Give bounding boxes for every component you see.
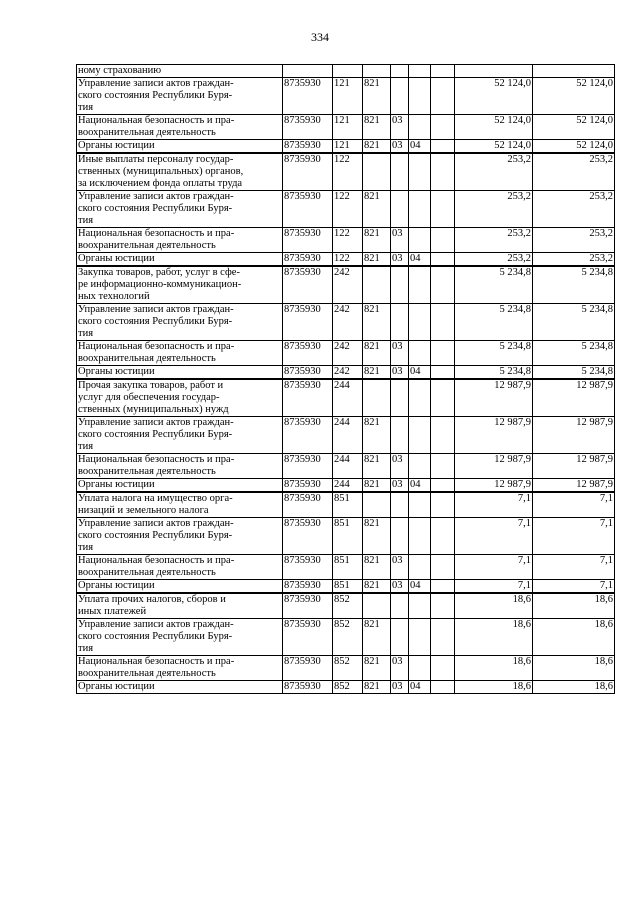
- cell-amt1: 18,6: [455, 593, 533, 619]
- table-row: [77, 341, 615, 366]
- cell-gr: 821: [363, 454, 391, 479]
- cell-amt1: 7,1: [455, 555, 533, 580]
- cell-tsr: 8735930: [283, 153, 333, 191]
- cell-blank: [431, 78, 455, 115]
- cell-pr: [409, 228, 431, 253]
- cell-blank: [431, 140, 455, 154]
- cell-pr: [409, 266, 431, 304]
- cell-name: Закупка товаров, работ, услуг в сфе- ре информационно-коммуникацион- ных технологий: [77, 266, 283, 304]
- cell-gr: [363, 379, 391, 417]
- page-number: 334: [311, 30, 329, 44]
- table-row: [77, 115, 615, 140]
- cell-vr: 244: [333, 417, 363, 454]
- cell-amt2: 5 234,8: [533, 266, 615, 304]
- cell-name: Органы юстиции: [77, 681, 283, 694]
- cell-tsr: 8735930: [283, 619, 333, 656]
- cell-gr: 821: [363, 341, 391, 366]
- cell-amt1: 12 987,9: [455, 479, 533, 493]
- cell-gr: [363, 492, 391, 518]
- cell-vr: 244: [333, 379, 363, 417]
- cell-tsr: 8735930: [283, 479, 333, 493]
- cell-rz: 03: [391, 253, 409, 267]
- cell-pr: [409, 65, 431, 78]
- cell-amt2: 12 987,9: [533, 479, 615, 493]
- table-row: [77, 366, 615, 380]
- cell-vr: 121: [333, 115, 363, 140]
- table-row: [77, 65, 615, 78]
- cell-blank: [431, 555, 455, 580]
- table-row: [77, 266, 615, 304]
- cell-blank: [431, 681, 455, 694]
- cell-rz: 03: [391, 228, 409, 253]
- cell-rz: 03: [391, 555, 409, 580]
- table-row: [77, 140, 615, 154]
- cell-vr: 244: [333, 479, 363, 493]
- cell-amt2: 253,2: [533, 153, 615, 191]
- cell-gr: 821: [363, 115, 391, 140]
- table-row: [77, 580, 615, 594]
- cell-amt2: 253,2: [533, 191, 615, 228]
- cell-gr: 821: [363, 366, 391, 380]
- cell-pr: 04: [409, 140, 431, 154]
- cell-pr: [409, 593, 431, 619]
- table-row: [77, 656, 615, 681]
- cell-amt2: 52 124,0: [533, 115, 615, 140]
- cell-vr: 851: [333, 555, 363, 580]
- cell-amt1: 253,2: [455, 191, 533, 228]
- cell-amt2: 5 234,8: [533, 366, 615, 380]
- cell-tsr: 8735930: [283, 253, 333, 267]
- cell-amt1: 12 987,9: [455, 379, 533, 417]
- cell-rz: 03: [391, 454, 409, 479]
- table-row: [77, 304, 615, 341]
- table-row: [77, 417, 615, 454]
- cell-pr: [409, 656, 431, 681]
- budget-table: [76, 64, 615, 694]
- cell-rz: 03: [391, 479, 409, 493]
- table-row: [77, 78, 615, 115]
- cell-amt2: 253,2: [533, 253, 615, 267]
- cell-vr: 244: [333, 454, 363, 479]
- cell-rz: [391, 304, 409, 341]
- cell-tsr: 8735930: [283, 304, 333, 341]
- cell-gr: 821: [363, 191, 391, 228]
- cell-rz: [391, 65, 409, 78]
- cell-blank: [431, 228, 455, 253]
- cell-gr: 821: [363, 656, 391, 681]
- cell-pr: [409, 304, 431, 341]
- cell-gr: 821: [363, 619, 391, 656]
- cell-amt2: 5 234,8: [533, 304, 615, 341]
- cell-gr: 821: [363, 681, 391, 694]
- cell-name: Органы юстиции: [77, 140, 283, 154]
- cell-amt1: 52 124,0: [455, 78, 533, 115]
- cell-vr: 122: [333, 253, 363, 267]
- cell-amt1: 7,1: [455, 518, 533, 555]
- cell-blank: [431, 479, 455, 493]
- cell-rz: [391, 619, 409, 656]
- cell-rz: [391, 78, 409, 115]
- cell-amt2: 18,6: [533, 593, 615, 619]
- cell-amt1: 253,2: [455, 253, 533, 267]
- cell-rz: [391, 379, 409, 417]
- cell-name: Управление записи актов граждан- ского состояния Республики Буря- тия: [77, 518, 283, 555]
- cell-name: Управление записи актов граждан- ского состояния Республики Буря- тия: [77, 417, 283, 454]
- table-row: [77, 479, 615, 493]
- cell-blank: [431, 417, 455, 454]
- cell-pr: [409, 492, 431, 518]
- cell-blank: [431, 266, 455, 304]
- cell-blank: [431, 191, 455, 228]
- cell-pr: [409, 191, 431, 228]
- cell-name: Органы юстиции: [77, 580, 283, 594]
- cell-gr: 821: [363, 304, 391, 341]
- cell-blank: [431, 253, 455, 267]
- cell-amt1: 52 124,0: [455, 140, 533, 154]
- cell-pr: [409, 417, 431, 454]
- cell-tsr: 8735930: [283, 417, 333, 454]
- cell-gr: 821: [363, 78, 391, 115]
- cell-amt2: 12 987,9: [533, 417, 615, 454]
- table-row: [77, 379, 615, 417]
- cell-amt2: 7,1: [533, 555, 615, 580]
- table-row: [77, 555, 615, 580]
- table-row: [77, 153, 615, 191]
- cell-pr: 04: [409, 580, 431, 594]
- cell-vr: 122: [333, 191, 363, 228]
- cell-pr: [409, 78, 431, 115]
- cell-tsr: [283, 65, 333, 78]
- cell-tsr: 8735930: [283, 366, 333, 380]
- cell-amt1: 18,6: [455, 656, 533, 681]
- cell-gr: [363, 593, 391, 619]
- cell-gr: 821: [363, 518, 391, 555]
- table-row: [77, 228, 615, 253]
- cell-vr: 242: [333, 266, 363, 304]
- cell-blank: [431, 492, 455, 518]
- cell-vr: 851: [333, 580, 363, 594]
- cell-amt1: 7,1: [455, 492, 533, 518]
- cell-amt2: 52 124,0: [533, 140, 615, 154]
- cell-tsr: 8735930: [283, 454, 333, 479]
- cell-gr: [363, 65, 391, 78]
- cell-blank: [431, 580, 455, 594]
- cell-blank: [431, 518, 455, 555]
- cell-gr: [363, 266, 391, 304]
- cell-name: Органы юстиции: [77, 479, 283, 493]
- cell-name: ному страхованию: [77, 65, 283, 78]
- cell-name: Органы юстиции: [77, 253, 283, 267]
- cell-name: Прочая закупка товаров, работ и услуг для обеспечения государ- ственных (муниципальных) нужд: [77, 379, 283, 417]
- cell-name: Управление записи актов граждан- ского состояния Республики Буря- тия: [77, 304, 283, 341]
- cell-rz: [391, 492, 409, 518]
- cell-pr: [409, 153, 431, 191]
- cell-amt1: [455, 65, 533, 78]
- cell-amt1: 253,2: [455, 228, 533, 253]
- cell-name: Национальная безопасность и пра- воохранительная деятельность: [77, 115, 283, 140]
- cell-name: Управление записи актов граждан- ского состояния Республики Буря- тия: [77, 619, 283, 656]
- table-body: [77, 65, 615, 694]
- table-row: [77, 593, 615, 619]
- cell-amt2: 18,6: [533, 619, 615, 656]
- cell-rz: 03: [391, 140, 409, 154]
- table-row: [77, 454, 615, 479]
- cell-vr: [333, 65, 363, 78]
- cell-gr: 821: [363, 140, 391, 154]
- cell-amt1: 253,2: [455, 153, 533, 191]
- cell-vr: 242: [333, 341, 363, 366]
- cell-tsr: 8735930: [283, 191, 333, 228]
- cell-amt2: 7,1: [533, 492, 615, 518]
- cell-vr: 121: [333, 140, 363, 154]
- cell-gr: 821: [363, 417, 391, 454]
- cell-amt2: 52 124,0: [533, 78, 615, 115]
- cell-blank: [431, 379, 455, 417]
- cell-name: Органы юстиции: [77, 366, 283, 380]
- cell-amt1: 18,6: [455, 619, 533, 656]
- cell-pr: 04: [409, 366, 431, 380]
- cell-tsr: 8735930: [283, 555, 333, 580]
- cell-rz: [391, 266, 409, 304]
- cell-gr: 821: [363, 580, 391, 594]
- cell-blank: [431, 304, 455, 341]
- cell-amt2: 12 987,9: [533, 454, 615, 479]
- cell-amt2: 5 234,8: [533, 341, 615, 366]
- cell-rz: [391, 518, 409, 555]
- cell-amt1: 12 987,9: [455, 454, 533, 479]
- cell-pr: 04: [409, 253, 431, 267]
- cell-tsr: 8735930: [283, 341, 333, 366]
- cell-name: Уплата налога на имущество орга- низаций и земельного налога: [77, 492, 283, 518]
- cell-gr: 821: [363, 479, 391, 493]
- cell-rz: 03: [391, 115, 409, 140]
- cell-tsr: 8735930: [283, 140, 333, 154]
- cell-pr: 04: [409, 681, 431, 694]
- cell-pr: [409, 518, 431, 555]
- cell-blank: [431, 454, 455, 479]
- cell-name: Иные выплаты персоналу государ- ственных (муниципальных) органов, за исключением фонда оплаты труда: [77, 153, 283, 191]
- cell-rz: 03: [391, 580, 409, 594]
- cell-rz: [391, 593, 409, 619]
- table-row: [77, 191, 615, 228]
- cell-rz: 03: [391, 341, 409, 366]
- cell-vr: 122: [333, 228, 363, 253]
- table-row: [77, 681, 615, 694]
- cell-amt2: 12 987,9: [533, 379, 615, 417]
- cell-blank: [431, 593, 455, 619]
- cell-amt1: 5 234,8: [455, 304, 533, 341]
- cell-blank: [431, 341, 455, 366]
- cell-blank: [431, 153, 455, 191]
- cell-blank: [431, 115, 455, 140]
- cell-tsr: 8735930: [283, 379, 333, 417]
- cell-tsr: 8735930: [283, 115, 333, 140]
- cell-pr: [409, 341, 431, 366]
- table-row: [77, 492, 615, 518]
- cell-amt1: 5 234,8: [455, 341, 533, 366]
- cell-pr: [409, 115, 431, 140]
- cell-amt2: 253,2: [533, 228, 615, 253]
- cell-vr: 851: [333, 518, 363, 555]
- cell-tsr: 8735930: [283, 593, 333, 619]
- cell-amt1: 18,6: [455, 681, 533, 694]
- cell-name: Национальная безопасность и пра- воохранительная деятельность: [77, 341, 283, 366]
- cell-amt1: 7,1: [455, 580, 533, 594]
- cell-rz: [391, 153, 409, 191]
- cell-rz: 03: [391, 366, 409, 380]
- cell-name: Национальная безопасность и пра- воохранительная деятельность: [77, 656, 283, 681]
- cell-name: Уплата прочих налогов, сборов и иных платежей: [77, 593, 283, 619]
- cell-pr: [409, 454, 431, 479]
- cell-tsr: 8735930: [283, 681, 333, 694]
- cell-amt2: 7,1: [533, 518, 615, 555]
- cell-tsr: 8735930: [283, 78, 333, 115]
- table-row: [77, 619, 615, 656]
- cell-gr: 821: [363, 555, 391, 580]
- cell-name: Национальная безопасность и пра- воохранительная деятельность: [77, 555, 283, 580]
- cell-tsr: 8735930: [283, 518, 333, 555]
- cell-amt2: 7,1: [533, 580, 615, 594]
- cell-tsr: 8735930: [283, 228, 333, 253]
- cell-tsr: 8735930: [283, 656, 333, 681]
- cell-amt2: [533, 65, 615, 78]
- cell-vr: 122: [333, 153, 363, 191]
- cell-name: Национальная безопасность и пра- воохранительная деятельность: [77, 228, 283, 253]
- cell-blank: [431, 656, 455, 681]
- cell-gr: 821: [363, 253, 391, 267]
- cell-name: Управление записи актов граждан- ского состояния Республики Буря- тия: [77, 191, 283, 228]
- cell-rz: 03: [391, 656, 409, 681]
- cell-vr: 242: [333, 366, 363, 380]
- cell-amt1: 52 124,0: [455, 115, 533, 140]
- cell-pr: [409, 379, 431, 417]
- cell-tsr: 8735930: [283, 266, 333, 304]
- cell-blank: [431, 366, 455, 380]
- cell-amt2: 18,6: [533, 681, 615, 694]
- cell-vr: 852: [333, 681, 363, 694]
- cell-amt1: 5 234,8: [455, 366, 533, 380]
- cell-pr: 04: [409, 479, 431, 493]
- table-row: [77, 253, 615, 267]
- cell-rz: [391, 191, 409, 228]
- cell-blank: [431, 619, 455, 656]
- cell-vr: 852: [333, 656, 363, 681]
- cell-gr: [363, 153, 391, 191]
- cell-gr: 821: [363, 228, 391, 253]
- cell-vr: 852: [333, 593, 363, 619]
- cell-name: Национальная безопасность и пра- воохранительная деятельность: [77, 454, 283, 479]
- cell-pr: [409, 619, 431, 656]
- cell-name: Управление записи актов граждан- ского состояния Республики Буря- тия: [77, 78, 283, 115]
- cell-vr: 242: [333, 304, 363, 341]
- cell-amt1: 5 234,8: [455, 266, 533, 304]
- cell-rz: [391, 417, 409, 454]
- cell-pr: [409, 555, 431, 580]
- cell-vr: 851: [333, 492, 363, 518]
- cell-tsr: 8735930: [283, 580, 333, 594]
- table-row: [77, 518, 615, 555]
- cell-tsr: 8735930: [283, 492, 333, 518]
- cell-amt1: 12 987,9: [455, 417, 533, 454]
- cell-rz: 03: [391, 681, 409, 694]
- cell-blank: [431, 65, 455, 78]
- cell-amt2: 18,6: [533, 656, 615, 681]
- cell-vr: 852: [333, 619, 363, 656]
- cell-vr: 121: [333, 78, 363, 115]
